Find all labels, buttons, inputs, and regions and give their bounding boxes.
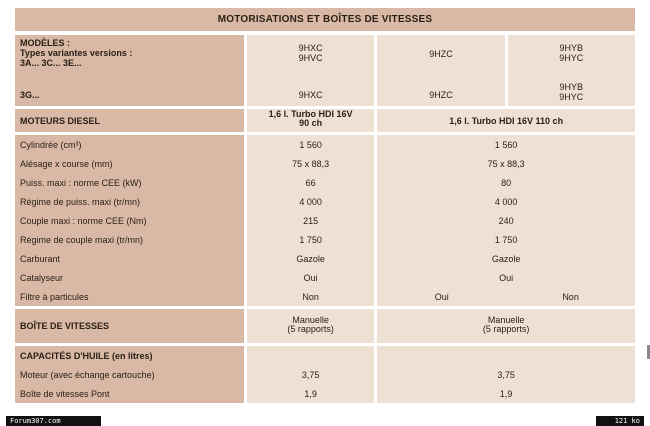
gearbox-value-2-line1: Manuelle [487, 315, 525, 325]
filter-value-1: Non [247, 287, 374, 306]
spec-value-2: 1 750 [377, 230, 635, 249]
footer-size-label: 121 ko [596, 416, 644, 426]
spec-row [15, 135, 635, 154]
engine1-line1: 1,6 l. Turbo HDI 16V [268, 109, 353, 119]
engine2-cell: 1,6 l. Turbo HDI 16V 110 ch [377, 109, 635, 132]
spec-value-2: 240 [377, 211, 635, 230]
oil-header-row [15, 346, 635, 365]
spec-label: Cylindrée (cm³) [15, 135, 244, 154]
models-col2-top: 9HZC [429, 49, 453, 59]
models-label-line1: MODÈLES : [20, 38, 71, 48]
models-col1-top-2: 9HVC [298, 53, 323, 63]
filter-value-2b: Non [562, 291, 579, 302]
models-col1 [247, 35, 374, 106]
spec-row [15, 192, 635, 211]
spec-value-1: 75 x 88,3 [247, 154, 374, 173]
models-col1-top-1: 9HXC [298, 43, 323, 53]
models-col1-bottom: 9HXC [298, 90, 323, 100]
oil-label: CAPACITÉS D'HUILE (en litres) [15, 346, 244, 365]
filter-label: Filtre à particules [15, 287, 244, 306]
spec-table [15, 8, 635, 403]
spec-row [15, 249, 635, 268]
models-row [15, 35, 635, 106]
gearbox-value-2 [377, 309, 635, 343]
spec-value-1: 66 [247, 173, 374, 192]
spec-label: Puiss. maxi : norme CEE (kW) [15, 173, 244, 192]
gearbox-value-1-line2: (5 rapports) [287, 324, 334, 334]
spec-label: Couple maxi : norme CEE (Nm) [15, 211, 244, 230]
models-label-line3: 3A... 3C... 3E... [20, 58, 82, 68]
spec-value-1: 215 [247, 211, 374, 230]
spec-value-1: Gazole [247, 249, 374, 268]
filter-row [15, 287, 635, 306]
specs-block [15, 135, 635, 306]
models-label [15, 35, 244, 106]
filter-value-2a: Oui [434, 291, 449, 302]
oil-row [15, 384, 635, 403]
models-label-line2: Types variantes versions : [20, 48, 133, 58]
oil-value-2: 1,9 [377, 384, 635, 403]
spec-label: Carburant [15, 249, 244, 268]
spec-label: Alésage x course (mm) [15, 154, 244, 173]
spec-row [15, 211, 635, 230]
oil-row-label: Boîte de vitesses Pont [15, 384, 244, 403]
spec-row [15, 268, 635, 287]
gearbox-label: BOÎTE DE VITESSES [15, 309, 244, 343]
models-label-line4: 3G... [20, 90, 40, 100]
models-col3-bottom-1: 9HYB [559, 82, 584, 92]
spec-row [15, 154, 635, 173]
spec-value-1: 4 000 [247, 192, 374, 211]
gearbox-value-1-line1: Manuelle [292, 315, 329, 325]
engines-label: MOTEURS DIESEL [15, 109, 244, 132]
oil-row [15, 365, 635, 384]
spec-value-1: 1 560 [247, 135, 374, 154]
models-col3-bottom-2: 9HYC [559, 92, 584, 102]
footer-site-label: Forum307.com [6, 416, 101, 426]
spec-value-1: Oui [247, 268, 374, 287]
models-col3-top-1: 9HYB [559, 43, 584, 53]
spec-value-1: 1 750 [247, 230, 374, 249]
spec-label: Régime de puiss. maxi (tr/mn) [15, 192, 244, 211]
engine1-line2: 90 ch [299, 118, 323, 128]
spec-value-2: 75 x 88,3 [377, 154, 635, 173]
engine1-cell [247, 109, 374, 132]
spec-value-2: 1 560 [377, 135, 635, 154]
oil-value-1: 3,75 [247, 365, 374, 384]
spec-row [15, 230, 635, 249]
spec-value-2: 80 [377, 173, 635, 192]
spec-label: Régime de couple maxi (tr/mn) [15, 230, 244, 249]
gearbox-value-1 [247, 309, 374, 343]
gearbox-value-2-line2: (5 rapports) [482, 324, 530, 334]
models-col2 [377, 35, 504, 106]
oil-value-2: 3,75 [377, 365, 635, 384]
models-col3-top-2: 9HYC [559, 53, 584, 63]
spec-value-2: Oui [377, 268, 635, 287]
table-title: MOTORISATIONS ET BOÎTES DE VITESSES [15, 8, 635, 31]
spec-value-2: Gazole [377, 249, 635, 268]
models-col2-bottom: 9HZC [429, 90, 453, 100]
oil-row-label: Moteur (avec échange cartouche) [15, 365, 244, 384]
filter-split [377, 287, 635, 306]
engines-row [15, 109, 635, 132]
oil-block [15, 346, 635, 403]
spec-label: Catalyseur [15, 268, 244, 287]
gearbox-row [15, 309, 635, 343]
oil-value-1: 1,9 [247, 384, 374, 403]
spec-row [15, 173, 635, 192]
models-col3 [508, 35, 635, 106]
spec-value-2: 4 000 [377, 192, 635, 211]
